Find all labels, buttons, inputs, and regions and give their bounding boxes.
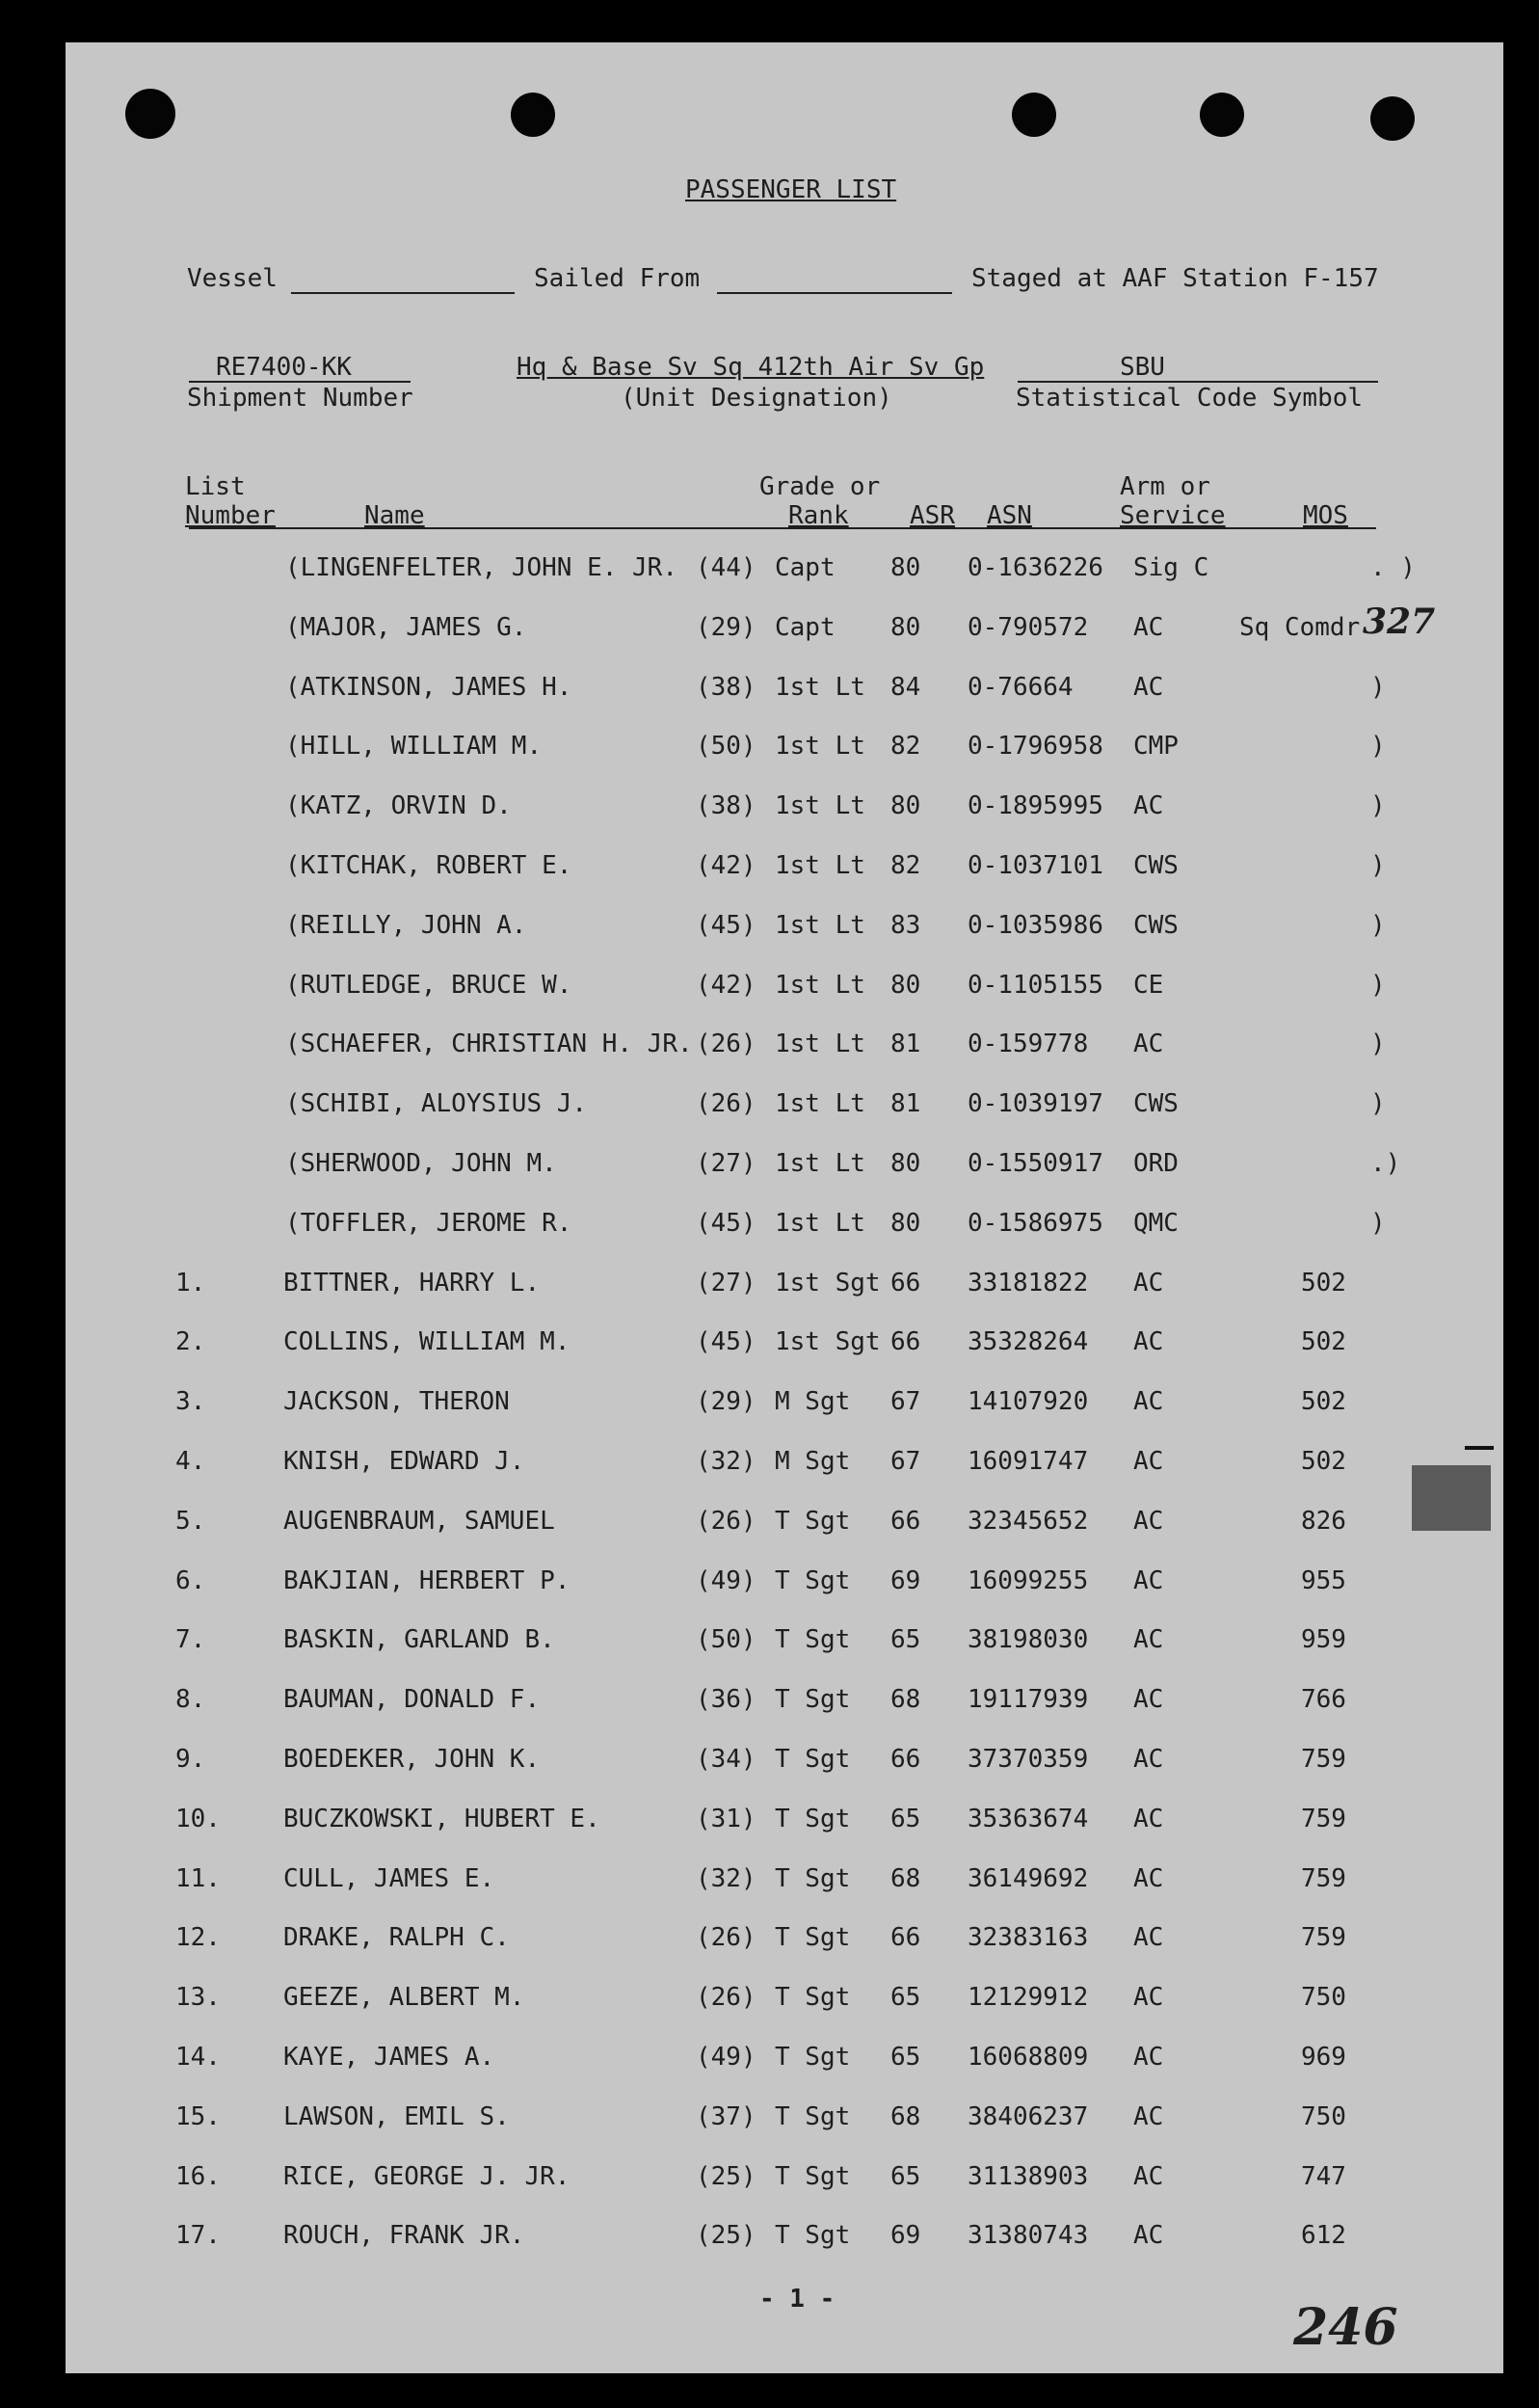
grade-rank: T Sgt — [775, 1506, 851, 1536]
passenger-name: GEEZE, ALBERT M. — [283, 1983, 525, 2013]
grade-rank: T Sgt — [775, 1804, 851, 1833]
statistical-code-value: SBU — [1120, 353, 1165, 382]
punch-hole — [1200, 93, 1244, 137]
list-number: 3. — [175, 1387, 206, 1417]
col-name: Name — [364, 501, 425, 530]
col-asn: ASN — [987, 501, 1032, 530]
passenger-age: (29) — [696, 612, 756, 642]
asr-score: 66 — [890, 1745, 921, 1774]
grade-rank: T Sgt — [775, 1923, 851, 1953]
grade-rank: M Sgt — [775, 1447, 851, 1476]
mos: ) — [1370, 1208, 1386, 1238]
arm-service: AC — [1133, 1863, 1164, 1893]
arm-service: ORD — [1133, 1149, 1179, 1178]
arm-service: QMC — [1133, 1208, 1179, 1238]
table-row — [66, 1327, 1503, 1370]
shipment-number-line — [189, 381, 411, 383]
table-row — [66, 673, 1503, 715]
arm-service: AC — [1133, 791, 1164, 821]
arm-service: AC — [1133, 1327, 1164, 1357]
asr-score: 65 — [890, 1625, 921, 1655]
passenger-age: (50) — [696, 1625, 756, 1655]
asr-score: 65 — [890, 2161, 921, 2191]
asn: 14107920 — [968, 1387, 1089, 1417]
asn: 32383163 — [968, 1923, 1089, 1953]
table-row — [66, 1387, 1503, 1430]
mos: 502 — [1301, 1327, 1346, 1357]
passenger-name: (ATKINSON, JAMES H. — [285, 672, 572, 702]
asn: 35363674 — [968, 1804, 1089, 1833]
asr-score: 80 — [890, 970, 921, 1000]
passenger-age: (38) — [696, 672, 756, 702]
asn: 0-1105155 — [968, 970, 1103, 1000]
list-number: 17. — [175, 2221, 221, 2251]
asn: 0-1039197 — [968, 1089, 1103, 1119]
passenger-name: KAYE, JAMES A. — [283, 2043, 495, 2072]
asn: 0-1636226 — [968, 553, 1103, 582]
passenger-age: (26) — [696, 1506, 756, 1536]
passenger-name: ROUCH, FRANK JR. — [283, 2221, 525, 2251]
arm-service: AC — [1133, 2101, 1164, 2131]
col-arm-1: Arm or — [1120, 472, 1210, 501]
col-grade-1: Grade or — [759, 472, 881, 501]
arm-service: AC — [1133, 1685, 1164, 1715]
asr-score: 67 — [890, 1447, 921, 1476]
sailed-from-blank — [717, 292, 952, 294]
mos: ) — [1370, 672, 1386, 702]
passenger-name: (MAJOR, JAMES G. — [285, 612, 527, 642]
passenger-age: (29) — [696, 1387, 756, 1417]
grade-rank: 1st Lt — [775, 1149, 865, 1178]
table-row — [66, 851, 1503, 894]
list-number: 7. — [175, 1625, 206, 1655]
table-row — [66, 1983, 1503, 2025]
asr-score: 65 — [890, 1804, 921, 1833]
asn: 19117939 — [968, 1685, 1089, 1715]
passenger-name: JACKSON, THERON — [283, 1387, 510, 1417]
asn: 16099255 — [968, 1565, 1089, 1595]
grade-rank: 1st Lt — [775, 1030, 865, 1059]
mos: 759 — [1301, 1804, 1346, 1833]
passenger-age: (38) — [696, 791, 756, 821]
mos: ) — [1370, 1030, 1386, 1059]
passenger-name: BOEDEKER, JOHN K. — [283, 1745, 541, 1774]
table-row — [66, 1625, 1503, 1668]
mos: ) — [1370, 1089, 1386, 1119]
asr-score: 81 — [890, 1030, 921, 1059]
asr-score: 68 — [890, 1685, 921, 1715]
asr-score: 81 — [890, 1089, 921, 1119]
passenger-age: (25) — [696, 2221, 756, 2251]
grade-rank: 1st Lt — [775, 910, 865, 940]
asr-score: 82 — [890, 851, 921, 880]
grade-rank: M Sgt — [775, 1387, 851, 1417]
table-row — [66, 1030, 1503, 1072]
asr-score: 66 — [890, 1268, 921, 1298]
mos: 750 — [1301, 2101, 1346, 2131]
asn: 38406237 — [968, 2101, 1089, 2131]
punch-hole — [511, 93, 555, 137]
passenger-age: (49) — [696, 2043, 756, 2072]
arm-service: AC — [1133, 2043, 1164, 2072]
arm-service: CE — [1133, 970, 1164, 1000]
col-list-number-2: Number — [185, 501, 276, 530]
passenger-name: (SCHAEFER, CHRISTIAN H. JR. — [285, 1030, 693, 1059]
list-number: 13. — [175, 1983, 221, 2013]
asr-score: 66 — [890, 1327, 921, 1357]
mos: 826 — [1301, 1506, 1346, 1536]
mos: 969 — [1301, 2043, 1346, 2072]
passenger-age: (25) — [696, 2161, 756, 2191]
passenger-name: (LINGENFELTER, JOHN E. JR. — [285, 553, 677, 582]
passenger-name: (SHERWOOD, JOHN M. — [285, 1149, 557, 1178]
passenger-age: (45) — [696, 1327, 756, 1357]
unit-designation-value: Hq & Base Sv Sq 412th Air Sv Gp — [517, 353, 985, 382]
passenger-age: (36) — [696, 1685, 756, 1715]
passenger-age: (37) — [696, 2101, 756, 2131]
mos: 955 — [1301, 1565, 1346, 1595]
table-row — [66, 1685, 1503, 1727]
page-number: - 1 - — [759, 2285, 836, 2314]
asn: 31138903 — [968, 2161, 1089, 2191]
arm-service: AC — [1133, 1983, 1164, 2013]
passenger-name: BITTNER, HARRY L. — [283, 1268, 541, 1298]
asr-score: 80 — [890, 612, 921, 642]
table-row — [66, 2102, 1503, 2145]
grade-rank: 1st Lt — [775, 791, 865, 821]
arm-service: CWS — [1133, 1089, 1179, 1119]
passenger-name: (SCHIBI, ALOYSIUS J. — [285, 1089, 588, 1119]
punch-hole — [125, 89, 175, 139]
arm-service: AC — [1133, 1565, 1164, 1595]
grade-rank: Capt — [775, 553, 836, 582]
grade-rank: 1st Lt — [775, 672, 865, 702]
mos: ) — [1370, 910, 1386, 940]
asn: 36149692 — [968, 1863, 1089, 1893]
passenger-name: (REILLY, JOHN A. — [285, 910, 527, 940]
asr-score: 83 — [890, 910, 921, 940]
grade-rank: 1st Lt — [775, 732, 865, 762]
asn: 0-1550917 — [968, 1149, 1103, 1178]
passenger-name: (TOFFLER, JEROME R. — [285, 1208, 572, 1238]
grade-rank: 1st Lt — [775, 970, 865, 1000]
vessel-blank — [291, 292, 515, 294]
asn: 0-1037101 — [968, 851, 1103, 880]
passenger-age: (26) — [696, 1983, 756, 2013]
mos: 959 — [1301, 1625, 1346, 1655]
passenger-age: (26) — [696, 1030, 756, 1059]
passenger-name: LAWSON, EMIL S. — [283, 2101, 510, 2131]
arm-service: AC — [1133, 672, 1164, 702]
asr-score: 66 — [890, 1923, 921, 1953]
asr-score: 80 — [890, 1149, 921, 1178]
grade-rank: 1st Lt — [775, 1089, 865, 1119]
statistical-code-line — [1018, 381, 1378, 383]
grade-rank: T Sgt — [775, 1625, 851, 1655]
asn: 12129912 — [968, 1983, 1089, 2013]
grade-rank: 1st Lt — [775, 851, 865, 880]
statistical-code-label: Statistical Code Symbol — [1016, 384, 1364, 413]
asn: 0-1035986 — [968, 910, 1103, 940]
punch-hole — [1370, 96, 1415, 141]
asr-score: 82 — [890, 732, 921, 762]
arm-service: AC — [1133, 612, 1164, 642]
list-number: 4. — [175, 1447, 206, 1476]
asn: 0-1895995 — [968, 791, 1103, 821]
passenger-age: (45) — [696, 1208, 756, 1238]
asn: 0-1796958 — [968, 732, 1103, 762]
table-row — [66, 613, 1503, 656]
grade-rank: Capt — [775, 612, 836, 642]
grade-rank: 1st Sgt — [775, 1327, 881, 1357]
arm-service: Sig C — [1133, 553, 1209, 582]
table-row — [66, 1923, 1503, 1966]
list-number: 14. — [175, 2043, 221, 2072]
passenger-name: DRAKE, RALPH C. — [283, 1923, 510, 1953]
table-row — [66, 2043, 1503, 2085]
handwritten-327: 327 — [1363, 602, 1436, 642]
table-row — [66, 911, 1503, 953]
mos: ) — [1370, 791, 1386, 821]
passenger-name: COLLINS, WILLIAM M. — [283, 1327, 570, 1357]
shipment-number-value: RE7400-KK — [216, 353, 352, 382]
passenger-age: (49) — [696, 1565, 756, 1595]
passenger-age: (27) — [696, 1268, 756, 1298]
passenger-age: (32) — [696, 1863, 756, 1893]
col-grade-2: Rank — [788, 501, 849, 530]
asr-score: 68 — [890, 1863, 921, 1893]
table-row — [66, 1149, 1503, 1191]
col-asr: ASR — [910, 501, 955, 530]
mos: 502 — [1301, 1447, 1346, 1476]
asn: 31380743 — [968, 2221, 1089, 2251]
passenger-name: BAKJIAN, HERBERT P. — [283, 1565, 570, 1595]
asr-score: 80 — [890, 1208, 921, 1238]
passenger-name: (HILL, WILLIAM M. — [285, 732, 543, 762]
passenger-name: (KATZ, ORVIN D. — [285, 791, 512, 821]
mos: ) — [1370, 970, 1386, 1000]
col-mos: MOS — [1303, 501, 1348, 530]
asr-score: 68 — [890, 2101, 921, 2131]
asr-score: 69 — [890, 2221, 921, 2251]
passenger-age: (31) — [696, 1804, 756, 1833]
passenger-age: (42) — [696, 851, 756, 880]
asn: 0-790572 — [968, 612, 1089, 642]
passenger-name: AUGENBRAUM, SAMUEL — [283, 1506, 555, 1536]
passenger-age: (27) — [696, 1149, 756, 1178]
sailed-from-label: Sailed From — [534, 264, 701, 293]
arm-service: AC — [1133, 2161, 1164, 2191]
handwritten-page-number: 246 — [1293, 2298, 1398, 2357]
passenger-name: BUCZKOWSKI, HUBERT E. — [283, 1804, 600, 1833]
mos: Sq Comdr — [1239, 612, 1361, 642]
table-row — [66, 1745, 1503, 1787]
punch-hole — [1012, 93, 1056, 137]
list-number: 12. — [175, 1923, 221, 1953]
list-number: 15. — [175, 2101, 221, 2131]
mos: 502 — [1301, 1268, 1346, 1298]
table-row — [66, 1209, 1503, 1251]
mos: 766 — [1301, 1685, 1346, 1715]
arm-service: AC — [1133, 1745, 1164, 1774]
arm-service: CWS — [1133, 851, 1179, 880]
mos: 759 — [1301, 1923, 1346, 1953]
arm-service: CMP — [1133, 732, 1179, 762]
header-rule — [189, 527, 1376, 529]
table-row — [66, 1089, 1503, 1132]
arm-service: AC — [1133, 1625, 1164, 1655]
arm-service: AC — [1133, 2221, 1164, 2251]
asr-score: 80 — [890, 553, 921, 582]
arm-service: CWS — [1133, 910, 1179, 940]
passenger-age: (42) — [696, 970, 756, 1000]
grade-rank: T Sgt — [775, 1565, 851, 1595]
table-row — [66, 1566, 1503, 1609]
unit-designation-label: (Unit Designation) — [621, 384, 892, 413]
asn: 35328264 — [968, 1327, 1089, 1357]
asr-score: 66 — [890, 1506, 921, 1536]
vessel-label: Vessel — [187, 264, 278, 293]
table-row — [66, 732, 1503, 774]
mos: . ) — [1370, 553, 1416, 582]
arm-service: AC — [1133, 1447, 1164, 1476]
grade-rank: 1st Lt — [775, 1208, 865, 1238]
asr-score: 67 — [890, 1387, 921, 1417]
table-row — [66, 2221, 1503, 2263]
list-number: 6. — [175, 1565, 206, 1595]
list-number: 8. — [175, 1685, 206, 1715]
arm-service: AC — [1133, 1030, 1164, 1059]
shipment-number-label: Shipment Number — [187, 384, 413, 413]
asn: 0-1586975 — [968, 1208, 1103, 1238]
table-row — [66, 1447, 1503, 1489]
passenger-name: RICE, GEORGE J. JR. — [283, 2161, 570, 2191]
asn: 38198030 — [968, 1625, 1089, 1655]
mos: 747 — [1301, 2161, 1346, 2191]
passenger-age: (26) — [696, 1923, 756, 1953]
list-number: 1. — [175, 1268, 206, 1298]
table-row — [66, 1805, 1503, 1847]
list-number: 2. — [175, 1327, 206, 1357]
asn: 0-76664 — [968, 672, 1074, 702]
arm-service: AC — [1133, 1804, 1164, 1833]
passenger-name: CULL, JAMES E. — [283, 1863, 495, 1893]
col-list-number-1: List — [185, 472, 246, 501]
col-arm-2: Service — [1120, 501, 1226, 530]
list-number: 10. — [175, 1804, 221, 1833]
passenger-age: (32) — [696, 1447, 756, 1476]
passenger-name: (KITCHAK, ROBERT E. — [285, 851, 572, 880]
asr-score: 65 — [890, 1983, 921, 2013]
list-number: 9. — [175, 1745, 206, 1774]
mos: ) — [1370, 732, 1386, 762]
passenger-name: BASKIN, GARLAND B. — [283, 1625, 555, 1655]
arm-service: AC — [1133, 1506, 1164, 1536]
grade-rank: T Sgt — [775, 1685, 851, 1715]
grade-rank: T Sgt — [775, 1863, 851, 1893]
grade-rank: T Sgt — [775, 1983, 851, 2013]
passenger-name: (RUTLEDGE, BRUCE W. — [285, 970, 572, 1000]
table-row — [66, 553, 1503, 596]
passenger-age: (44) — [696, 553, 756, 582]
staged-label: Staged at AAF Station F-157 — [971, 264, 1379, 293]
passenger-age: (34) — [696, 1745, 756, 1774]
page-title: PASSENGER LIST — [685, 175, 897, 204]
mos: 750 — [1301, 1983, 1346, 2013]
asn: 33181822 — [968, 1268, 1089, 1298]
mos: .) — [1370, 1149, 1401, 1178]
grade-rank: T Sgt — [775, 2161, 851, 2191]
mos: 759 — [1301, 1745, 1346, 1774]
mos: ) — [1370, 851, 1386, 880]
asr-score: 65 — [890, 2043, 921, 2072]
asn: 37370359 — [968, 1745, 1089, 1774]
grade-rank: T Sgt — [775, 2043, 851, 2072]
table-row — [66, 1269, 1503, 1311]
table-row — [66, 2162, 1503, 2205]
asn: 32345652 — [968, 1506, 1089, 1536]
asr-score: 80 — [890, 791, 921, 821]
passenger-list-page — [66, 42, 1503, 2373]
asr-score: 69 — [890, 1565, 921, 1595]
asn: 16068809 — [968, 2043, 1089, 2072]
table-row — [66, 1507, 1503, 1549]
grade-rank: T Sgt — [775, 1745, 851, 1774]
passenger-name: KNISH, EDWARD J. — [283, 1447, 525, 1476]
table-row — [66, 971, 1503, 1013]
asr-score: 84 — [890, 672, 921, 702]
passenger-age: (26) — [696, 1089, 756, 1119]
table-row — [66, 791, 1503, 834]
passenger-age: (50) — [696, 732, 756, 762]
list-number: 16. — [175, 2161, 221, 2191]
arm-service: AC — [1133, 1268, 1164, 1298]
list-number: 5. — [175, 1506, 206, 1536]
mos: 502 — [1301, 1387, 1346, 1417]
passenger-name: BAUMAN, DONALD F. — [283, 1685, 541, 1715]
mos: 759 — [1301, 1863, 1346, 1893]
arm-service: AC — [1133, 1387, 1164, 1417]
grade-rank: 1st Sgt — [775, 1268, 881, 1298]
asn: 16091747 — [968, 1447, 1089, 1476]
grade-rank: T Sgt — [775, 2101, 851, 2131]
arm-service: AC — [1133, 1923, 1164, 1953]
asn: 0-159778 — [968, 1030, 1089, 1059]
passenger-age: (45) — [696, 910, 756, 940]
grade-rank: T Sgt — [775, 2221, 851, 2251]
list-number: 11. — [175, 1863, 221, 1893]
mos: 612 — [1301, 2221, 1346, 2251]
table-row — [66, 1864, 1503, 1907]
